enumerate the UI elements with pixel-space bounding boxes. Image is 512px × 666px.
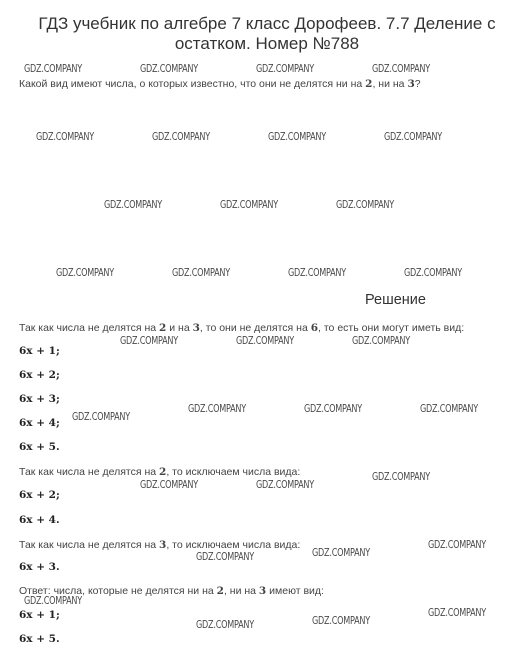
text-part: , то исключаем числа вида:	[166, 466, 301, 478]
question-part: Какой вид имеют числа, о которых известно, что они не делятся ни на	[19, 78, 366, 90]
formula: 6x + 3;	[19, 393, 60, 405]
text-number: 2	[216, 585, 224, 597]
formula: 6x + 5.	[19, 441, 60, 453]
solution-heading: Решение	[365, 292, 426, 308]
watermark: GDZ.COMPANY	[104, 198, 162, 211]
watermark: GDZ.COMPANY	[312, 614, 370, 627]
watermark: GDZ.COMPANY	[336, 198, 394, 211]
watermark: GDZ.COMPANY	[256, 478, 314, 491]
page-title-line-1: ГДЗ учебник по алгебре 7 класс Дорофеев. 7.7 Деление с	[38, 14, 496, 33]
watermark: GDZ.COMPANY	[24, 62, 82, 75]
text-part: имеют вид:	[266, 585, 324, 597]
text-part: , то они не делятся на	[199, 322, 311, 334]
formula: 6x + 2;	[19, 369, 60, 381]
watermark: GDZ.COMPANY	[140, 62, 198, 75]
formula: 6x + 5.	[19, 633, 60, 645]
watermark: GDZ.COMPANY	[24, 594, 82, 607]
text-number: 3	[159, 539, 167, 551]
text-number: 2	[159, 322, 167, 334]
text-number: 6	[310, 322, 319, 334]
watermark: GDZ.COMPANY	[256, 62, 314, 75]
question-number: 2	[365, 78, 373, 90]
text-part: Так как числа не делятся на	[19, 322, 160, 334]
text-part: Так как числа не делятся на	[19, 539, 160, 551]
watermark: GDZ.COMPANY	[196, 618, 254, 631]
text-number: 3	[258, 585, 267, 597]
formula: 6x + 4.	[19, 514, 60, 526]
watermark: GDZ.COMPANY	[420, 402, 478, 415]
watermark: GDZ.COMPANY	[140, 478, 198, 491]
watermark: GDZ.COMPANY	[372, 62, 430, 75]
watermark: GDZ.COMPANY	[120, 334, 178, 347]
watermark: GDZ.COMPANY	[428, 606, 486, 619]
formula: 6x + 1;	[19, 609, 60, 621]
formula: 6x + 2;	[19, 489, 60, 501]
question-text	[19, 78, 421, 90]
page-title	[22, 14, 512, 54]
watermark: GDZ.COMPANY	[152, 130, 210, 143]
watermark: GDZ.COMPANY	[428, 538, 486, 551]
text-part: , то есть они могут иметь вид:	[318, 322, 465, 334]
watermark: GDZ.COMPANY	[384, 130, 442, 143]
watermark: GDZ.COMPANY	[36, 130, 94, 143]
watermark: GDZ.COMPANY	[404, 266, 462, 279]
page-title-line-2: остатком. Номер №788	[174, 34, 360, 53]
formula: 6x + 3.	[19, 561, 60, 573]
question-part: ?	[414, 78, 421, 90]
formula: 6x + 1;	[19, 345, 60, 357]
watermark: GDZ.COMPANY	[220, 198, 278, 211]
formula: 6x + 4;	[19, 417, 60, 429]
text-part: , то исключаем числа вида:	[166, 539, 301, 551]
text-part: , ни на	[223, 585, 259, 597]
question-part: , ни на	[372, 78, 408, 90]
watermark: GDZ.COMPANY	[312, 546, 370, 559]
watermark: GDZ.COMPANY	[72, 410, 130, 423]
text-part: Так как числа не делятся на	[19, 466, 160, 478]
watermark: GDZ.COMPANY	[188, 402, 246, 415]
solution-paragraph-3	[19, 539, 300, 551]
watermark: GDZ.COMPANY	[304, 402, 362, 415]
watermark: GDZ.COMPANY	[56, 266, 114, 279]
text-number: 3	[192, 322, 200, 334]
watermark: GDZ.COMPANY	[236, 334, 294, 347]
question-number: 3	[407, 78, 415, 90]
watermark: GDZ.COMPANY	[372, 470, 430, 483]
text-part: и на	[166, 322, 193, 334]
watermark: GDZ.COMPANY	[352, 334, 410, 347]
watermark: GDZ.COMPANY	[196, 550, 254, 563]
watermark: GDZ.COMPANY	[268, 130, 326, 143]
answer-text	[19, 585, 324, 597]
watermark: GDZ.COMPANY	[288, 266, 346, 279]
watermark: GDZ.COMPANY	[172, 266, 230, 279]
solution-paragraph-1	[19, 322, 464, 334]
text-part: Ответ: числа, которые не делятся ни на	[19, 585, 217, 597]
solution-paragraph-2	[19, 466, 300, 478]
text-number: 2	[159, 466, 167, 478]
